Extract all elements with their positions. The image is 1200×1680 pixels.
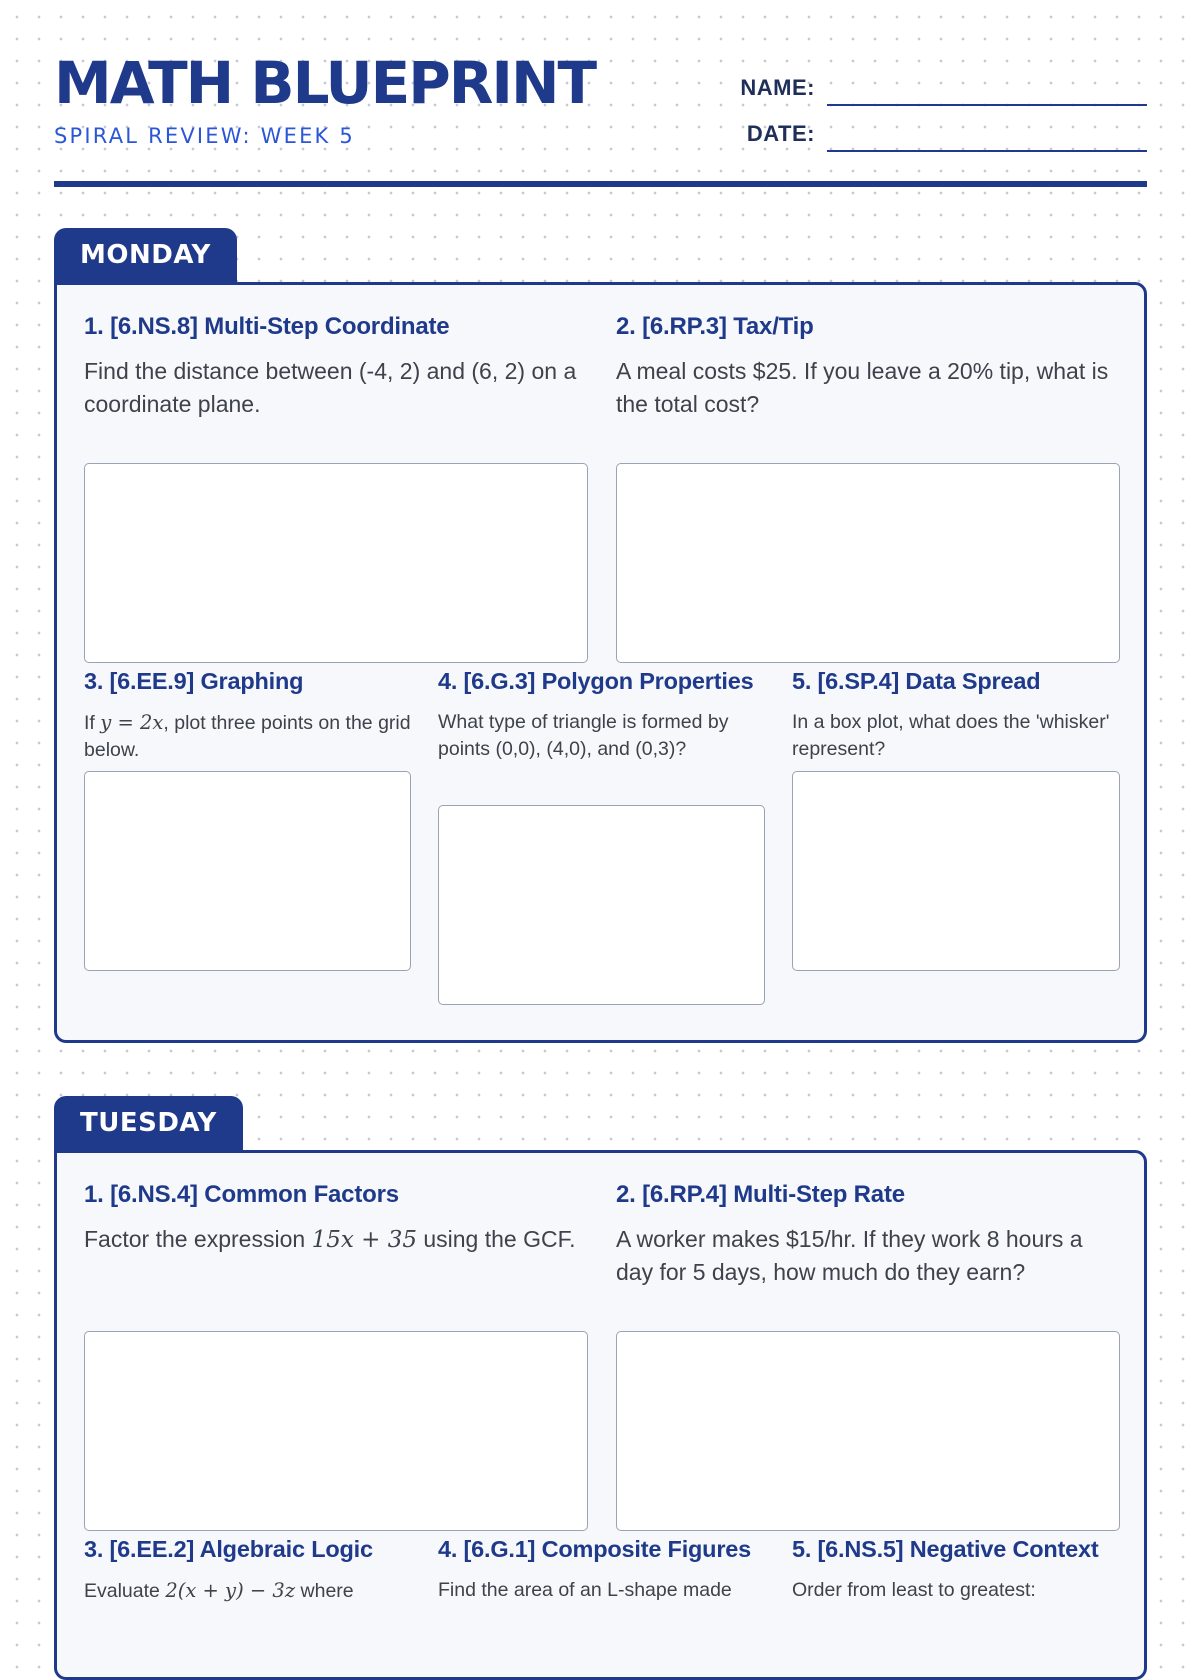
day-section-tuesday — [54, 1096, 1147, 1600]
answer-box[interactable] — [616, 463, 1120, 663]
problem-card — [616, 1178, 1120, 1289]
problem-card — [84, 310, 588, 421]
problem-text: In a box plot, what does the 'whisker' represent? — [792, 711, 1110, 760]
math-expression: 2(x + y) − 3z — [165, 1579, 296, 1602]
problem-text: If y = 2x, plot three points on the grid below. — [84, 711, 411, 761]
name-label: NAME: — [740, 75, 815, 100]
worksheet-header — [54, 50, 1147, 186]
problem-card — [84, 1178, 588, 1257]
problem-heading: 5. [6.NS.5] Negative Context — [792, 1536, 1099, 1562]
answer-box[interactable] — [84, 463, 588, 663]
problem-text: A worker makes $15/hr. If they work 8 hours a day for 5 days, how much do they earn? — [616, 1226, 1083, 1285]
answer-box[interactable] — [84, 1331, 588, 1531]
answer-box[interactable] — [616, 1331, 1120, 1531]
name-field[interactable] — [827, 104, 1147, 106]
answer-box[interactable] — [438, 805, 765, 1005]
worksheet-subtitle: SPIRAL REVIEW: WEEK 5 — [54, 124, 355, 148]
problem-card — [792, 1532, 1120, 1604]
problem-heading: 2. [6.RP.3] Tax/Tip — [616, 313, 814, 340]
problem-card — [792, 664, 1120, 763]
day-panel-tuesday — [54, 1150, 1147, 1680]
date-label: DATE: — [746, 121, 815, 146]
problem-heading: 5. [6.SP.4] Data Spread — [792, 668, 1041, 694]
day-tab-tuesday: TUESDAY — [54, 1096, 243, 1152]
problem-heading: 4. [6.G.3] Polygon Properties — [438, 668, 754, 694]
problem-text: What type of triangle is formed by points (0,0), (4,0), and (0,3)? — [438, 711, 729, 760]
answer-box[interactable] — [84, 771, 411, 971]
problem-heading: 1. [6.NS.8] Multi-Step Coordinate — [84, 313, 450, 340]
day-section-monday — [54, 228, 1147, 1043]
day-panel-monday — [54, 282, 1147, 1043]
problem-text: Evaluate 2(x + y) − 3z where — [84, 1579, 354, 1602]
problem-text: Find the distance between (-4, 2) and (6, 2) on a coordinate plane. — [84, 358, 577, 417]
problem-text: A meal costs $25. If you leave a 20% tip, what is the total cost? — [616, 358, 1109, 417]
problem-card — [84, 1532, 411, 1605]
day-tab-monday: MONDAY — [54, 228, 237, 284]
problem-heading: 2. [6.RP.4] Multi-Step Rate — [616, 1181, 905, 1208]
problem-heading: 3. [6.EE.9] Graphing — [84, 668, 304, 694]
problem-text: Factor the expression 15x + 35 using the GCF. — [84, 1226, 576, 1253]
problem-card — [616, 310, 1120, 421]
problem-heading: 3. [6.EE.2] Algebraic Logic — [84, 1536, 373, 1562]
worksheet-title: MATH BLUEPRINT — [54, 49, 596, 117]
problem-card — [84, 664, 411, 764]
problem-heading: 1. [6.NS.4] Common Factors — [84, 1181, 399, 1208]
header-divider — [54, 181, 1147, 187]
answer-box[interactable] — [792, 771, 1120, 971]
problem-card — [438, 1532, 765, 1604]
problem-heading: 4. [6.G.1] Composite Figures — [438, 1536, 752, 1562]
problem-text: Find the area of an L-shape made — [438, 1579, 732, 1601]
problem-text: Order from least to greatest: — [792, 1579, 1036, 1601]
math-expression: 15x + 35 — [311, 1227, 417, 1253]
date-field[interactable] — [827, 150, 1147, 152]
math-expression: y = 2x — [100, 711, 164, 734]
problem-card — [438, 664, 765, 763]
